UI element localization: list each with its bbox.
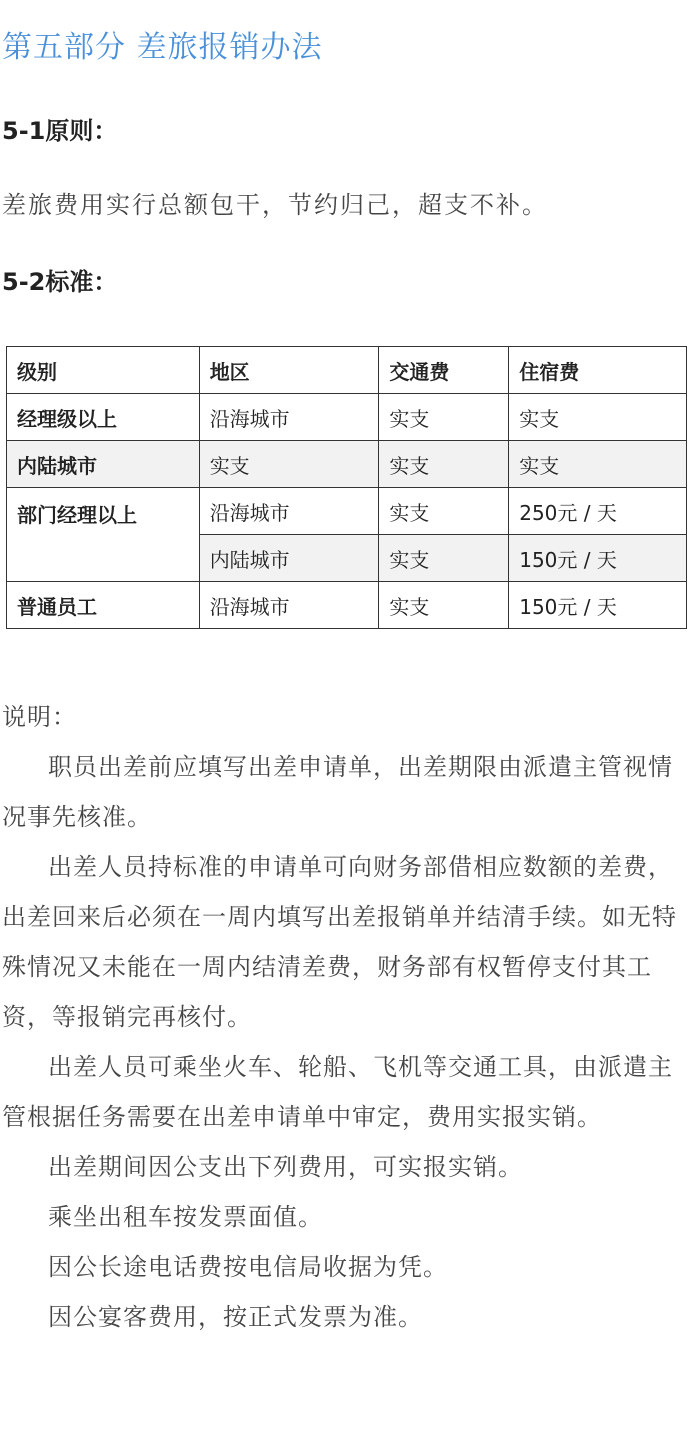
table-cell-transport: 实支 — [379, 582, 509, 629]
section-heading-principle: 5-1原则： — [2, 117, 118, 145]
explanation-paragraph: 职员出差前应填写出差申请单，出差期限由派遣主管视情况事先核准。 — [2, 753, 673, 831]
table-cell-transport: 实支 — [379, 394, 509, 441]
table-cell-lodging: 150元 / 天 — [509, 535, 687, 582]
page-title: 第五部分 差旅报销办法 — [2, 30, 323, 65]
explanation-paragraph: 出差人员可乘坐火车、轮船、飞机等交通工具，由派遣主管根据任务需要在出差申请单中审定，费用实报实销。 — [2, 1053, 673, 1131]
table-cell-lodging: 150元 / 天 — [509, 582, 687, 629]
table-cell-region: 沿海城市 — [199, 394, 379, 441]
header-lodging: 住宿费 — [509, 347, 687, 394]
table-cell-level: 内陆城市 — [7, 441, 200, 488]
explanation-paragraph: 因公宴客费用，按正式发票为准。 — [48, 1303, 423, 1331]
explanation-label: 说明： — [2, 703, 77, 731]
header-level: 级别 — [7, 347, 200, 394]
header-region: 地区 — [199, 347, 379, 394]
table-cell-transport: 实支 — [379, 535, 509, 582]
table-cell-region: 实支 — [199, 441, 379, 488]
table-cell-level: 普通员工 — [7, 582, 200, 629]
explanation-section — [2, 692, 688, 1342]
table-cell-transport: 实支 — [379, 441, 509, 488]
section-heading-standard: 5-2标准： — [2, 268, 118, 296]
explanation-paragraph: 出差期间因公支出下列费用，可实报实销。 — [48, 1153, 523, 1181]
table-cell-lodging: 250元 / 天 — [509, 488, 687, 535]
table-row — [7, 488, 687, 535]
table-row — [7, 394, 687, 441]
principle-text: 差旅费用实行总额包干，节约归己，超支不补。 — [2, 191, 548, 219]
table-cell-transport: 实支 — [379, 488, 509, 535]
explanation-paragraph: 出差人员持标准的申请单可向财务部借相应数额的差费，出差回来后必须在一周内填写出差报销单并结清手续。如无特殊情况又未能在一周内结清差费，财务部有权暂停支付其工资，等报销完再核付。 — [2, 853, 677, 1031]
header-transport: 交通费 — [379, 347, 509, 394]
table-row — [7, 582, 687, 629]
explanation-paragraph: 乘坐出租车按发票面值。 — [48, 1203, 323, 1231]
table-row — [7, 441, 687, 488]
standard-table — [6, 346, 687, 629]
table-cell-level: 经理级以上 — [7, 394, 200, 441]
table-cell-region: 沿海城市 — [199, 488, 379, 535]
table-cell-lodging: 实支 — [509, 394, 687, 441]
table-cell-lodging: 实支 — [509, 441, 687, 488]
explanation-paragraph: 因公长途电话费按电信局收据为凭。 — [48, 1253, 448, 1281]
table-cell-region: 沿海城市 — [199, 582, 379, 629]
table-cell-level: 部门经理以上 — [7, 488, 200, 582]
table-header-row — [7, 347, 687, 394]
table-cell-region: 内陆城市 — [199, 535, 379, 582]
